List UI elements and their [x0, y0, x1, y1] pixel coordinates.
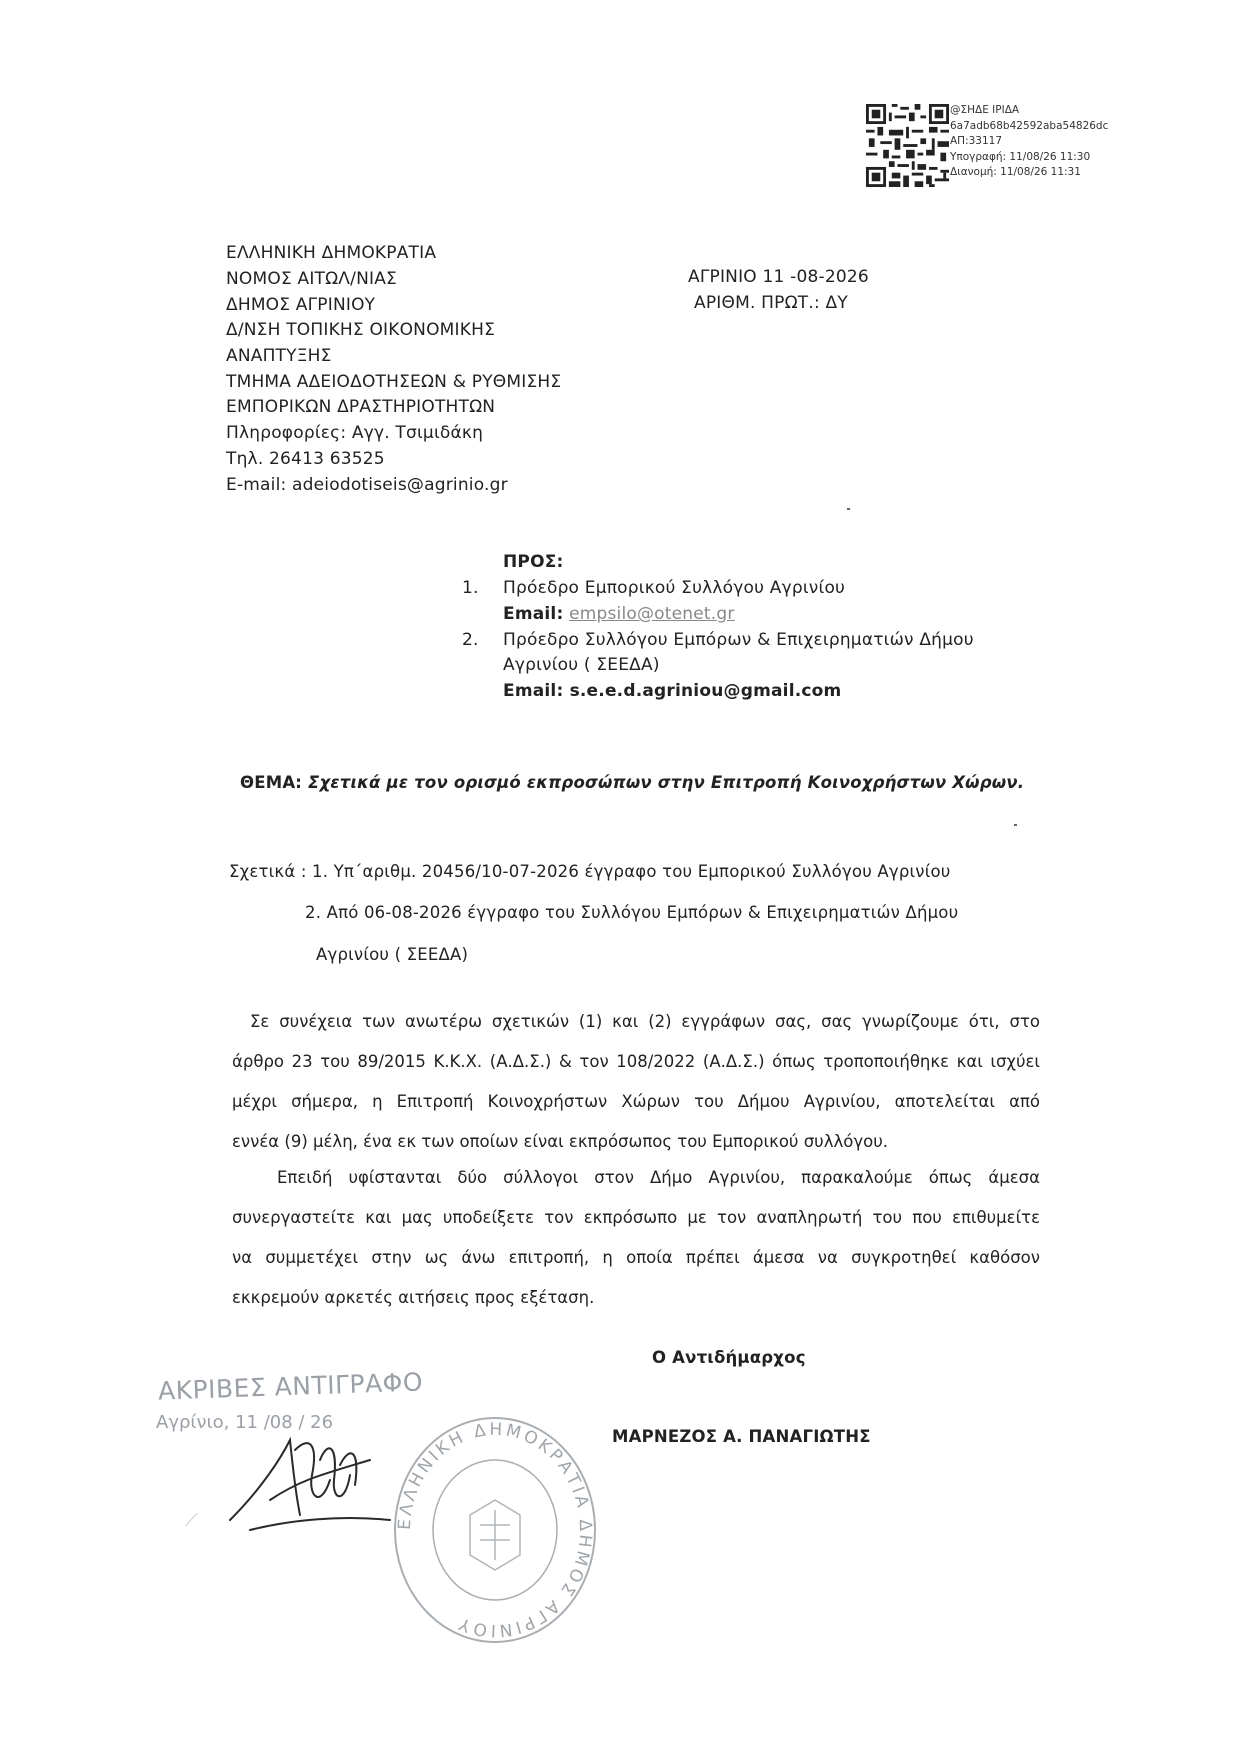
copy-stamp-date: Αγρίνιο, 11 /08 / 26 — [156, 1412, 334, 1433]
sender-line: Πληροφορίες: Αγγ. Τσιμιδάκη — [226, 423, 484, 443]
reference-line: Σχετικά : 1. Υπ΄αριθμ. 20456/10-07-2026 έγγραφο του Εμπορικού Συλλόγου Αγρινίου — [229, 862, 951, 881]
faded-stamp-mark: ⟋ — [185, 1510, 198, 1531]
recipient-number: 1. — [462, 578, 479, 598]
body-paragraph-1 — [232, 1002, 1040, 1162]
protocol-number: ΑΠ:33117 — [950, 135, 1003, 148]
distribution-timestamp: Διανομή: 11/08/26 11:31 — [950, 166, 1081, 179]
body-paragraph-2 — [232, 1158, 1040, 1318]
seal-emblem-icon — [470, 1500, 520, 1570]
paragraph-line: εκκρεμούν αρκετές αιτήσεις προς εξέταση. — [232, 1288, 595, 1307]
sender-line: ΕΜΠΟΡΙΚΩΝ ΔΡΑΣΤΗΡΙΟΤΗΤΩΝ — [226, 397, 496, 417]
copy-stamp-title: ΑΚΡΙΒΕΣ ΑΝΤΙΓΡΑΦΟ — [157, 1367, 424, 1406]
scan-artifact — [847, 508, 850, 510]
sender-line: ΕΛΛΗΝΙΚΗ ΔΗΜΟΚΡΑΤΙΑ — [226, 243, 437, 263]
paragraph-line: μέχρι σήμερα, η Επιτροπή Κοινοχρήστων Χώρων του Δήμου Αγρινίου, αποτελείται από — [232, 1092, 1040, 1111]
email-label: Email: — [503, 681, 564, 701]
scan-artifact — [1014, 824, 1017, 826]
sender-line: ΤΜΗΜΑ ΑΔΕΙΟΔΟΤΗΣΕΩΝ & ΡΥΘΜΙΣΗΣ — [226, 372, 562, 392]
recipient-email-row — [503, 603, 735, 625]
recipient-name: Πρόεδρο Εμπορικού Συλλόγου Αγρινίου — [503, 578, 846, 598]
document-date: ΑΓΡΙΝΙΟ 11 -08-2026 — [688, 267, 869, 287]
sender-line: Δ/ΝΣΗ ΤΟΠΙΚΗΣ ΟΙΚΟΝΟΜΙΚΗΣ — [226, 320, 496, 340]
recipient-email-link[interactable]: empsilo@otenet.gr — [569, 604, 735, 624]
sender-line: ΑΝΑΠΤΥΞΗΣ — [226, 346, 332, 366]
sender-line: Τηλ. 26413 63525 — [226, 449, 385, 469]
sender-email: E-mail: adeiodotiseis@agrinio.gr — [226, 475, 508, 495]
paragraph-line: να συμμετέχει στην ως άνω επιτροπή, η οποία πρέπει άμεσα να συγκροτηθεί καθόσον — [232, 1248, 1040, 1267]
reference-line-cont: Αγρινίου ( ΣΕΕΔΑ) — [316, 945, 469, 964]
qr-code — [866, 104, 949, 187]
document-hash: 6a7adb68b42592aba54826dc — [950, 119, 1109, 132]
recipient-number: 2. — [462, 630, 479, 650]
sender-line: ΔΗΜΟΣ ΑΓΡΙΝΙΟΥ — [226, 295, 376, 315]
signatory-title: Ο Αντιδήμαρχος — [652, 1348, 806, 1367]
signature-timestamp: Υπογραφή: 11/08/26 11:30 — [950, 150, 1091, 163]
recipient-email: s.e.e.d.agriniou@gmail.com — [569, 681, 842, 701]
subject-text: Σχετικά με τον ορισμό εκπροσώπων στην Επιτροπή Κοινοχρήστων Χώρων. — [308, 773, 1025, 792]
municipal-seal — [385, 1405, 605, 1655]
seal-ring-text: ΕΛΛΗΝΙΚΗ ΔΗΜΟΚΡΑΤΙΑ ΔΗΜΟΣ ΑΓΡΙΝΙΟΥ — [394, 1419, 596, 1641]
email-label: Email: — [503, 604, 564, 624]
paragraph-line: Επειδή υφίστανται δύο σύλλογοι στον Δήμο Αγρινίου, παρακαλούμε όπως άμεσα — [277, 1168, 1040, 1187]
paragraph-line: εννέα (9) μέλη, ένα εκ των οποίων είναι εκπρόσωπος του Εμπορικού συλλόγου. — [232, 1132, 889, 1151]
protocol-number-line: ΑΡΙΘΜ. ΠΡΩΤ.: ΔΥ — [694, 293, 848, 313]
paragraph-line: συνεργαστείτε και μας υποδείξετε τον εκπρόσωπο με τον αναπληρωτή του που επιθυμείτε — [232, 1208, 1040, 1227]
recipient-name-cont: Αγρινίου ( ΣΕΕΔΑ) — [503, 655, 660, 675]
recipients-label: ΠΡΟΣ: — [503, 552, 564, 572]
digital-signature-info — [950, 103, 1108, 181]
paragraph-line: άρθρο 23 του 89/2015 Κ.Κ.Χ. (Α.Δ.Σ.) & τον 108/2022 (Α.Δ.Σ.) όπως τροποποιήθηκε και ισχύει — [232, 1052, 1040, 1071]
reference-line: 2. Από 06-08-2026 έγγραφο του Συλλόγου Εμπόρων & Επιχειρηματιών Δήμου — [305, 903, 959, 922]
subject-label: ΘΕΜΑ: — [240, 773, 303, 792]
recipient-name: Πρόεδρο Συλλόγου Εμπόρων & Επιχειρηματιών Δήμου — [503, 630, 974, 650]
recipient-email-row — [503, 680, 841, 702]
subject-line — [240, 772, 1024, 794]
sender-line: ΝΟΜΟΣ ΑΙΤΩΛ/ΝΙΑΣ — [226, 269, 397, 289]
signature-system: @ΣΗΔΕ ΙΡΙΔΑ — [950, 104, 1020, 116]
paragraph-line: Σε συνέχεια των ανωτέρω σχετικών (1) και (2) εγγράφων σας, σας γνωρίζουμε ότι, στο — [250, 1012, 1040, 1031]
signatory-name: ΜΑΡΝΕΖΟΣ Α. ΠΑΝΑΓΙΩΤΗΣ — [612, 1427, 871, 1446]
faded-stamp — [185, 1510, 198, 1531]
